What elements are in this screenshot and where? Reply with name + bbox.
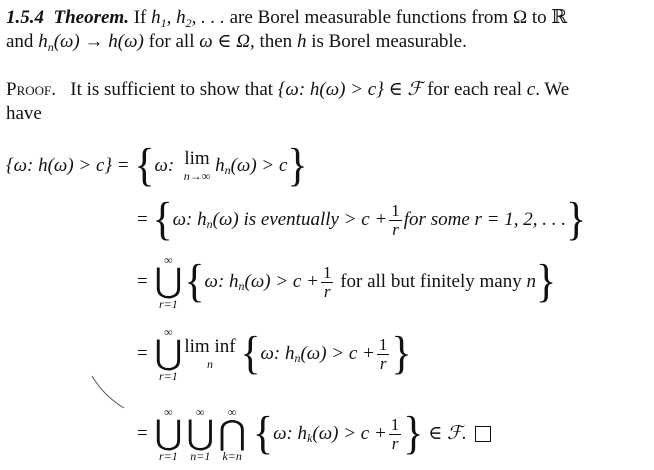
eq5-b: (ω) > c +	[312, 422, 387, 444]
fraction-numerator: 1	[322, 262, 332, 282]
equation-line-5	[137, 402, 491, 466]
eq3-a: ω: h	[204, 270, 239, 292]
union-symbol: ⋃	[154, 414, 183, 452]
left-brace: {	[252, 408, 274, 460]
left-brace: {	[184, 256, 205, 308]
left-brace: {	[152, 194, 173, 246]
union-lower: r=1	[159, 297, 178, 312]
pencil-mark	[88, 372, 128, 412]
eq1-h: h	[215, 154, 225, 176]
equals-sign: =	[137, 342, 153, 364]
union-upper: ∞	[164, 404, 173, 419]
liminf-operator	[184, 337, 235, 371]
eq4-b: (ω) > c +	[300, 342, 375, 364]
union-operator-r	[154, 406, 182, 462]
fraction-denominator: r	[323, 281, 331, 301]
proof-text-1: It is sufficient to show that	[70, 79, 274, 100]
limit-label: lim	[184, 147, 210, 169]
right-brace: }	[565, 194, 587, 246]
theorem-line-2	[6, 31, 467, 53]
eq1-n: n	[224, 162, 231, 177]
fraction-denominator: r	[392, 219, 399, 239]
proof-text-2: for each real	[427, 79, 523, 100]
eq5-c: ∈ ℱ.	[428, 422, 467, 444]
fraction-numerator: 1	[391, 200, 400, 220]
eq2-n: n	[206, 216, 213, 231]
fraction-numerator: 1	[390, 414, 400, 434]
union-lower: r=1	[159, 449, 178, 464]
fraction-one-over-r	[389, 202, 402, 239]
eq1-tail: (ω) > c	[230, 154, 288, 176]
theorem-text-6: , then	[249, 31, 293, 52]
theorem-convergence: $h_n(\omega) \to h(\omega)$	[38, 31, 144, 54]
proof-label: Proof.	[6, 79, 56, 100]
union-upper: ∞	[164, 324, 173, 339]
eq2-b: (ω) is eventually > c +	[212, 208, 388, 230]
union-lower: r=1	[159, 369, 178, 384]
theorem-text-7: is Borel measurable.	[311, 31, 467, 52]
eq3-n-final: n	[526, 270, 536, 292]
intersection-lower: k=n	[222, 449, 242, 464]
eq2-c: for some r = 1, 2, . . .	[403, 208, 566, 230]
proof-line-1	[6, 79, 569, 101]
equals-sign: =	[137, 422, 153, 444]
omega-symbol: Ω	[512, 7, 528, 28]
liminf-label: lim inf	[184, 335, 236, 357]
union-operator	[154, 254, 182, 310]
theorem-text-1: If	[133, 7, 147, 28]
fraction-numerator: 1	[378, 334, 388, 354]
union-upper: ∞	[164, 252, 173, 267]
fraction-one-over-r	[389, 416, 402, 453]
intersection-upper: ∞	[227, 404, 237, 419]
right-brace: }	[535, 256, 557, 308]
theorem-text-5: for all	[148, 31, 195, 52]
fraction-one-over-r	[377, 336, 390, 373]
equation-line-3	[137, 250, 556, 314]
union-lower: n=1	[190, 449, 211, 464]
eq5-a: ω: h	[273, 422, 308, 444]
proof-c: c	[526, 79, 536, 100]
intersection-symbol: ⋂	[218, 414, 247, 452]
proof-text-4: have	[6, 103, 42, 124]
proof-text-3: . We	[535, 79, 570, 100]
proof-line-2	[6, 103, 42, 125]
intersection-operator-k	[218, 406, 246, 462]
right-brace: }	[287, 140, 308, 192]
right-brace: }	[403, 408, 424, 460]
theorem-name: Theorem.	[53, 7, 129, 28]
theorem-h: h	[296, 31, 307, 52]
equation-line-1	[6, 142, 308, 190]
liminf-subscript: n	[206, 356, 213, 371]
eq1-omega: ω:	[154, 154, 184, 176]
eq3-c: for all but finitely many	[340, 270, 522, 292]
theorem-number: 1.5.4	[6, 7, 44, 28]
union-operator	[154, 326, 182, 382]
eq5-k: k	[307, 430, 313, 445]
eq2-a: ω: h	[172, 208, 207, 230]
theorem-text-2: are Borel measurable functions from	[229, 7, 509, 28]
limit-operator	[184, 149, 211, 183]
equals-sign: =	[137, 270, 153, 292]
union-symbol: ⋃	[154, 262, 183, 300]
extended-reals-symbol: ℝ	[551, 6, 568, 28]
eq4-n: n	[294, 350, 301, 365]
theorem-omega-in: ω ∈ Ω	[199, 31, 250, 52]
theorem-line-1	[6, 6, 567, 29]
eq3-n: n	[238, 278, 245, 293]
equation-line-4	[137, 322, 412, 386]
union-symbol: ⋃	[154, 334, 183, 372]
eq3-b: (ω) > c +	[244, 270, 319, 292]
union-operator-n	[186, 406, 214, 462]
theorem-text-3: to	[531, 7, 547, 28]
equation-lhs: {ω: h(ω) > c} =	[6, 154, 130, 176]
union-symbol: ⋃	[186, 414, 215, 452]
left-brace: {	[134, 140, 155, 192]
equals-sign: =	[137, 208, 153, 230]
theorem-text-4: and	[6, 31, 34, 52]
equation-line-2	[137, 196, 586, 244]
theorem-h-sequence: $h_1$, $h_2$, . . .	[151, 7, 225, 30]
left-brace: {	[240, 328, 261, 380]
union-upper: ∞	[196, 404, 205, 419]
qed-box-icon	[475, 426, 491, 442]
limit-subscript: n→∞	[183, 168, 211, 183]
eq4-a: ω: h	[260, 342, 295, 364]
fraction-denominator: r	[391, 433, 399, 453]
proof-set: {ω: h(ω) > c} ∈ ℱ	[277, 79, 423, 100]
fraction-one-over-r	[321, 264, 334, 301]
fraction-denominator: r	[379, 353, 387, 373]
right-brace: }	[391, 328, 412, 380]
